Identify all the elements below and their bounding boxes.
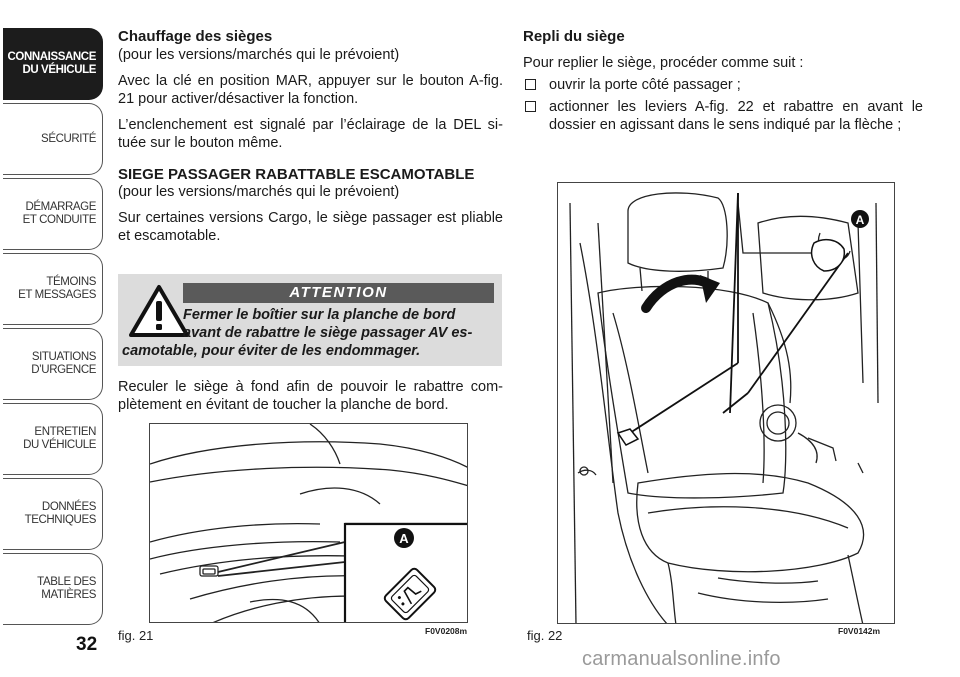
fold-seat-intro: Pour replier le siège, procéder comme suit :	[523, 55, 804, 71]
left-column	[118, 28, 503, 245]
seat-section-title: SIEGE PASSAGER RABATTABLE ESCAMOTABLE	[118, 166, 475, 183]
list-item: ouvrir la porte côté passager ;	[523, 76, 923, 94]
tab-situations-durgence[interactable]: SITUATIONS D’URGENCE	[3, 328, 103, 400]
heating-paragraph-1: Avec la clé en position MAR, appuyer sur le bouton A-fig. 21 pour activer/désactiver la fonction.	[118, 73, 503, 107]
figure-22-caption: fig. 22	[527, 628, 563, 643]
tab-securite[interactable]: SÉCURITÉ	[3, 103, 103, 175]
figure-22	[557, 182, 895, 624]
right-column	[523, 28, 923, 134]
fold-direction-arrow-icon	[646, 280, 710, 308]
page-number: 32	[76, 634, 98, 655]
checkbox-bullet-icon	[525, 79, 536, 90]
seat-note: (pour les versions/marchés qui le prévoient)	[118, 184, 400, 200]
heating-note: (pour les versions/marchés qui le prévoient)	[118, 47, 400, 63]
list-item: actionner les leviers A-fig. 22 et rabattre en avant le dossier en agissant dans le sens indiqué par la flèche ;	[523, 98, 923, 134]
warning-line-1: Fermer le boîtier sur la planche de bord	[183, 307, 456, 323]
warning-line-3: camotable, pour éviter de les endommager.	[122, 343, 421, 359]
tab-temoins-et-messages[interactable]: TÉMOINS ET MESSAGES	[3, 253, 103, 325]
figure-21-code: F0V0208m	[425, 626, 468, 636]
tab-entretien-du-vehicule[interactable]: ENTRETIEN DU VÉHICULE	[3, 403, 103, 475]
watermark: carmanualsonline.info	[582, 648, 781, 670]
fold-seat-steps	[523, 76, 923, 134]
heating-paragraph-2: L’enclenchement est signalé par l’éclairage de la DEL située sur le bouton même.	[118, 117, 503, 151]
tab-table-des-matieres[interactable]: TABLE DES MATIÈRES	[3, 553, 103, 625]
tab-connaissance-du-vehicule[interactable]: CONNAISSANCE DU VÉHICULE	[3, 28, 103, 100]
chapter-sidebar	[0, 28, 104, 628]
fold-seat-title: Repli du siège	[523, 28, 625, 45]
tab-demarrage-et-conduite[interactable]: DÉMARRAGE ET CONDUITE	[3, 178, 103, 250]
warning-text	[122, 306, 498, 360]
figure-22-code: F0V0142m	[838, 626, 881, 636]
warning-line-2: avant de rabattre le siège passager AV es-	[183, 325, 473, 341]
svg-text:A: A	[855, 213, 865, 227]
svg-text:A: A	[399, 531, 409, 546]
heating-title: Chauffage des sièges	[118, 28, 273, 45]
tab-donnees-techniques[interactable]: DONNÉES TECHNIQUES	[3, 478, 103, 550]
figure-21	[149, 423, 468, 623]
passenger-seat-fold-illustration	[558, 183, 895, 624]
warning-box	[118, 274, 502, 366]
seat-paragraph-1: Sur certaines versions Cargo, le siège passager est pliable et escamotable.	[118, 210, 503, 244]
figure-21-caption: fig. 21	[118, 628, 154, 643]
seat-heating-button-illustration	[150, 424, 468, 623]
checkbox-bullet-icon	[525, 101, 536, 112]
after-warning-paragraph: Reculer le siège à fond afin de pouvoir le rabattre complètement en évitant de toucher la planche de bord.	[118, 379, 503, 413]
warning-heading: ATTENTION	[183, 283, 494, 303]
